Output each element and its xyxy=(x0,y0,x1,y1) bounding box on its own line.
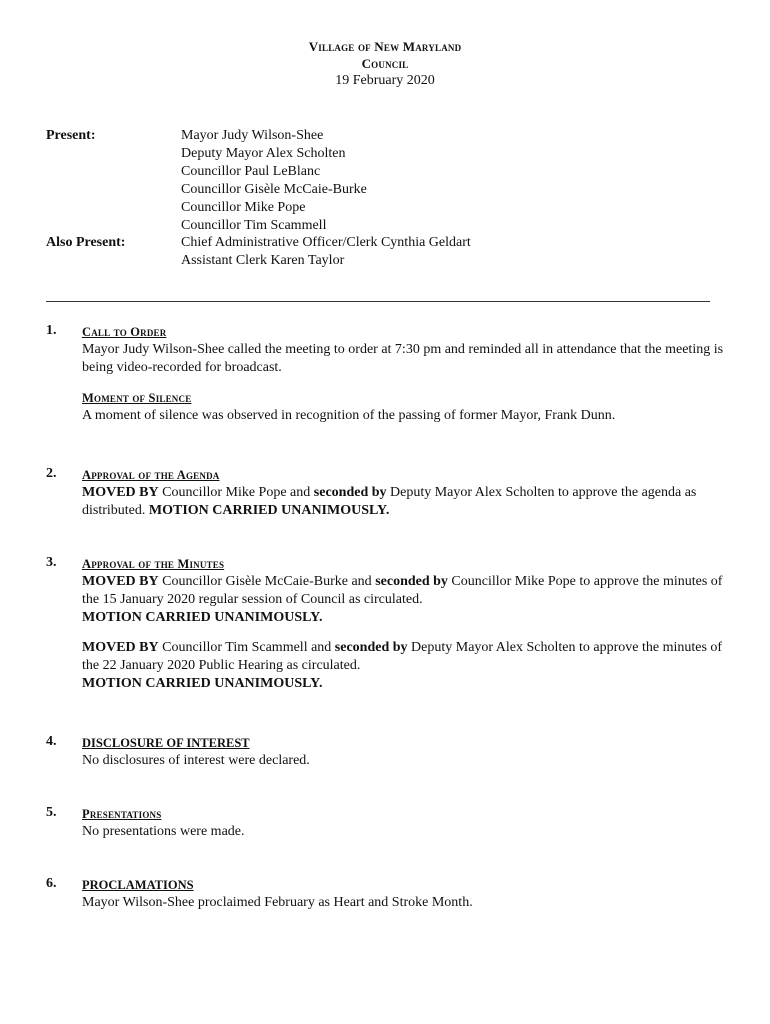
attendee: Mayor Judy Wilson-Shee xyxy=(181,128,324,143)
body-name: Council xyxy=(361,56,409,71)
item-text: Mayor Judy Wilson-Shee called the meeting to order at 7:30 pm and reminded all in attendance that the meeting is being video-recorded for broadcast. xyxy=(82,342,724,375)
item-title: Call to Order xyxy=(82,325,167,339)
item-title: PROCLAMATIONS xyxy=(82,878,194,892)
mover: Councillor Gisèle McCaie-Burke and xyxy=(158,574,376,589)
document-header xyxy=(0,38,770,89)
subsection-title: Moment of Silence xyxy=(82,391,192,405)
staff-attendee: Chief Administrative Officer/Clerk Cynthia Geldart xyxy=(181,235,471,251)
meeting-date: 19 February 2020 xyxy=(335,73,435,88)
motion-text xyxy=(82,639,732,675)
seconder: Deputy Mayor Alex Scholten to approve the agenda as distributed. xyxy=(82,485,697,518)
item-title: DISCLOSURE OF INTEREST xyxy=(82,736,250,750)
motion-result: MOTION CARRIED UNANIMOUSLY. xyxy=(82,676,323,691)
item-title: Approval of the Minutes xyxy=(82,557,225,571)
seconded-by-label: seconded by xyxy=(375,574,448,589)
attendee: Councillor Paul LeBlanc xyxy=(181,163,321,179)
seconder: Deputy Mayor Alex Scholten to approve the minutes of the 22 January 2020 Public Hearing as circulated. xyxy=(82,640,723,673)
attendance-block xyxy=(46,127,726,270)
mover: Councillor Mike Pope and xyxy=(158,485,314,500)
item-number: 3. xyxy=(46,555,57,570)
item-text: No disclosures of interest were declared. xyxy=(82,753,310,768)
staff-attendee: Assistant Clerk Karen Taylor xyxy=(181,253,345,269)
organization-name: Village of New Maryland xyxy=(308,39,462,54)
item-number: 6. xyxy=(46,876,57,891)
attendee: Councillor Tim Scammell xyxy=(181,217,327,233)
item-text: No presentations were made. xyxy=(82,824,245,839)
present-label: Present: xyxy=(46,128,96,143)
item-number: 5. xyxy=(46,805,57,820)
mover: Councillor Tim Scammell and xyxy=(158,640,335,655)
moved-by-label: MOVED BY xyxy=(82,574,159,589)
also-present-label: Also Present: xyxy=(46,235,126,251)
item-number: 2. xyxy=(46,466,57,481)
seconded-by-label: seconded by xyxy=(313,485,387,500)
subsection-text: A moment of silence was observed in recognition of the passing of former Mayor, Frank Dunn. xyxy=(82,408,616,423)
moved-by-label: MOVED BY xyxy=(82,485,159,500)
attendee: Councillor Mike Pope xyxy=(181,199,306,215)
item-title: Presentations xyxy=(82,807,162,821)
motion-text xyxy=(82,484,732,520)
moved-by-label: MOVED BY xyxy=(82,640,159,655)
item-number: 1. xyxy=(46,323,57,338)
item-text: Mayor Wilson-Shee proclaimed February as Heart and Stroke Month. xyxy=(82,895,473,910)
item-number: 4. xyxy=(46,734,57,749)
seconded-by-label: seconded by xyxy=(334,640,408,655)
attendee: Councillor Gisèle McCaie-Burke xyxy=(181,181,367,197)
motion-result: MOTION CARRIED UNANIMOUSLY. xyxy=(148,503,390,518)
section-divider xyxy=(46,301,710,302)
item-title: Approval of the Agenda xyxy=(82,468,220,482)
motion-result: MOTION CARRIED UNANIMOUSLY. xyxy=(82,610,323,625)
seconder: Councillor Mike Pope to approve the minutes of the 15 January 2020 regular session of Council as circulated. xyxy=(82,574,723,607)
motion-text xyxy=(82,573,732,609)
attendee: Deputy Mayor Alex Scholten xyxy=(181,145,346,161)
